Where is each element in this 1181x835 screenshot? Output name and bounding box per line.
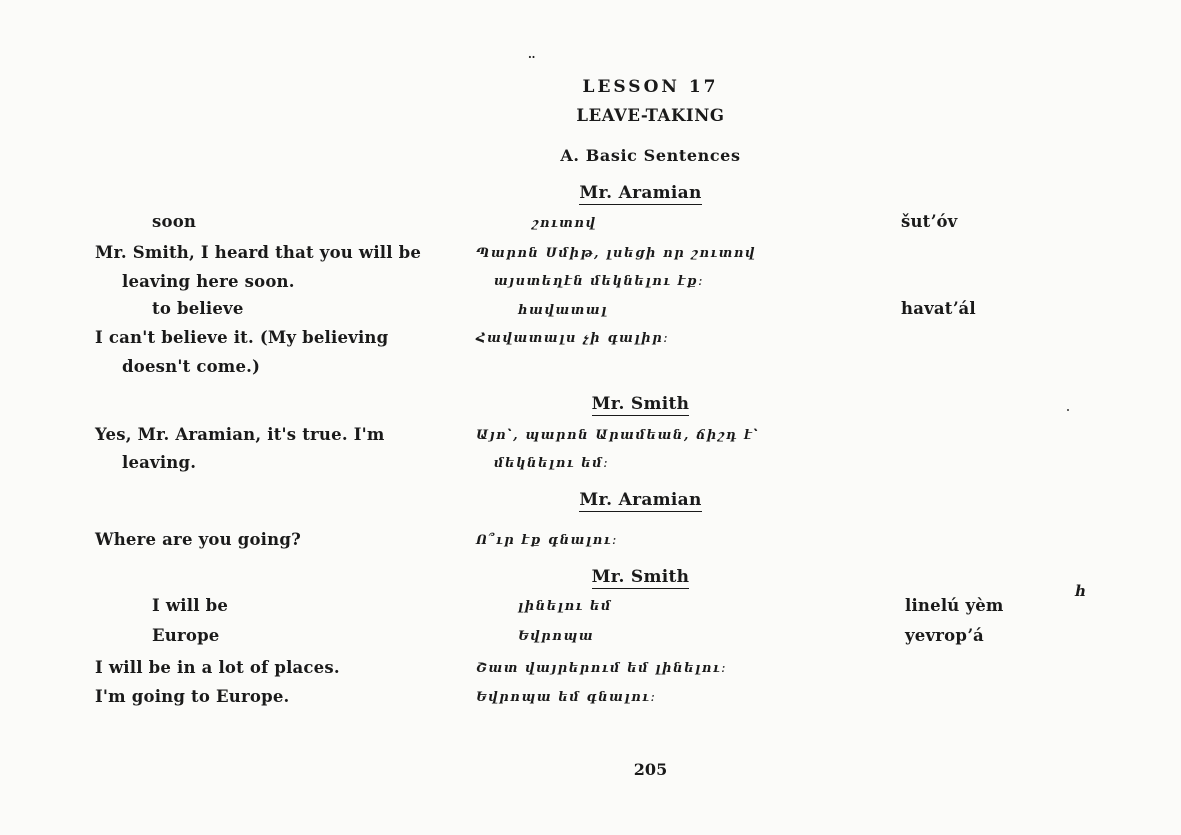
armenian-line: հավատալ — [518, 303, 609, 318]
margin-note: հ — [1075, 582, 1087, 600]
armenian-line: մեկնելու եմ։ — [494, 456, 610, 471]
english-line: I'm going to Europe. — [95, 687, 290, 706]
speck — [1067, 409, 1069, 411]
speaker-heading — [0, 183, 1181, 205]
speaker-name: Mr. Aramian — [579, 183, 702, 203]
armenian-line: Հավատալս չի գալիր։ — [476, 331, 670, 346]
english-line: doesn't come.) — [122, 357, 261, 376]
section-heading: A. Basic Sentences — [560, 146, 741, 165]
armenian-line: Այո՝, պարոն Արամեան, ճիշդ է՝ — [476, 428, 760, 443]
english-line: leaving. — [122, 453, 197, 472]
armenian-line: Ո՞ւր էք գնալու։ — [476, 533, 618, 548]
lesson-topic: LEAVE-TAKING — [576, 106, 725, 125]
armenian-line: լինելու եմ — [518, 599, 612, 614]
english-line: I will be in a lot of places. — [95, 658, 340, 677]
armenian-line: Եվրոպա — [518, 629, 595, 644]
speaker-heading — [0, 394, 1181, 416]
transliteration: havatʼál — [901, 299, 976, 318]
english-line: leaving here soon. — [122, 272, 295, 291]
armenian-line: Պարոն Սմիթ, լսեցի որ շուտով — [476, 246, 757, 261]
armenian-line: շուտով — [532, 216, 597, 231]
armenian-line: Շատ վայրերում եմ լինելու։ — [476, 661, 728, 676]
english-line: Mr. Smith, I heard that you will be — [95, 243, 422, 262]
page-number: 205 — [633, 760, 668, 779]
english-line: to believe — [152, 299, 244, 318]
printer-mark: ‥ — [528, 48, 536, 61]
armenian-line: այստեղէն մեկնելու էք։ — [494, 274, 705, 289]
transliteration: yevropʼá — [905, 626, 984, 645]
speaker-name: Mr. Smith — [591, 394, 690, 414]
english-line: Where are you going? — [95, 530, 301, 549]
speaker-heading — [0, 490, 1181, 512]
transliteration: linelú yèm — [905, 596, 1004, 615]
lesson-title: LESSON 17 — [582, 77, 719, 97]
speaker-name: Mr. Aramian — [579, 490, 702, 510]
english-line: soon — [152, 212, 197, 231]
english-line: Europe — [152, 626, 220, 645]
english-line: I can't believe it. (My believing — [95, 328, 389, 347]
transliteration: šutʼóv — [901, 212, 958, 231]
english-line: I will be — [152, 596, 229, 615]
english-line: Yes, Mr. Aramian, it's true. I'm — [95, 425, 385, 444]
speaker-name: Mr. Smith — [591, 567, 690, 587]
armenian-line: Եվրոպա եմ գնալու։ — [476, 690, 657, 705]
speaker-heading — [0, 567, 1181, 589]
